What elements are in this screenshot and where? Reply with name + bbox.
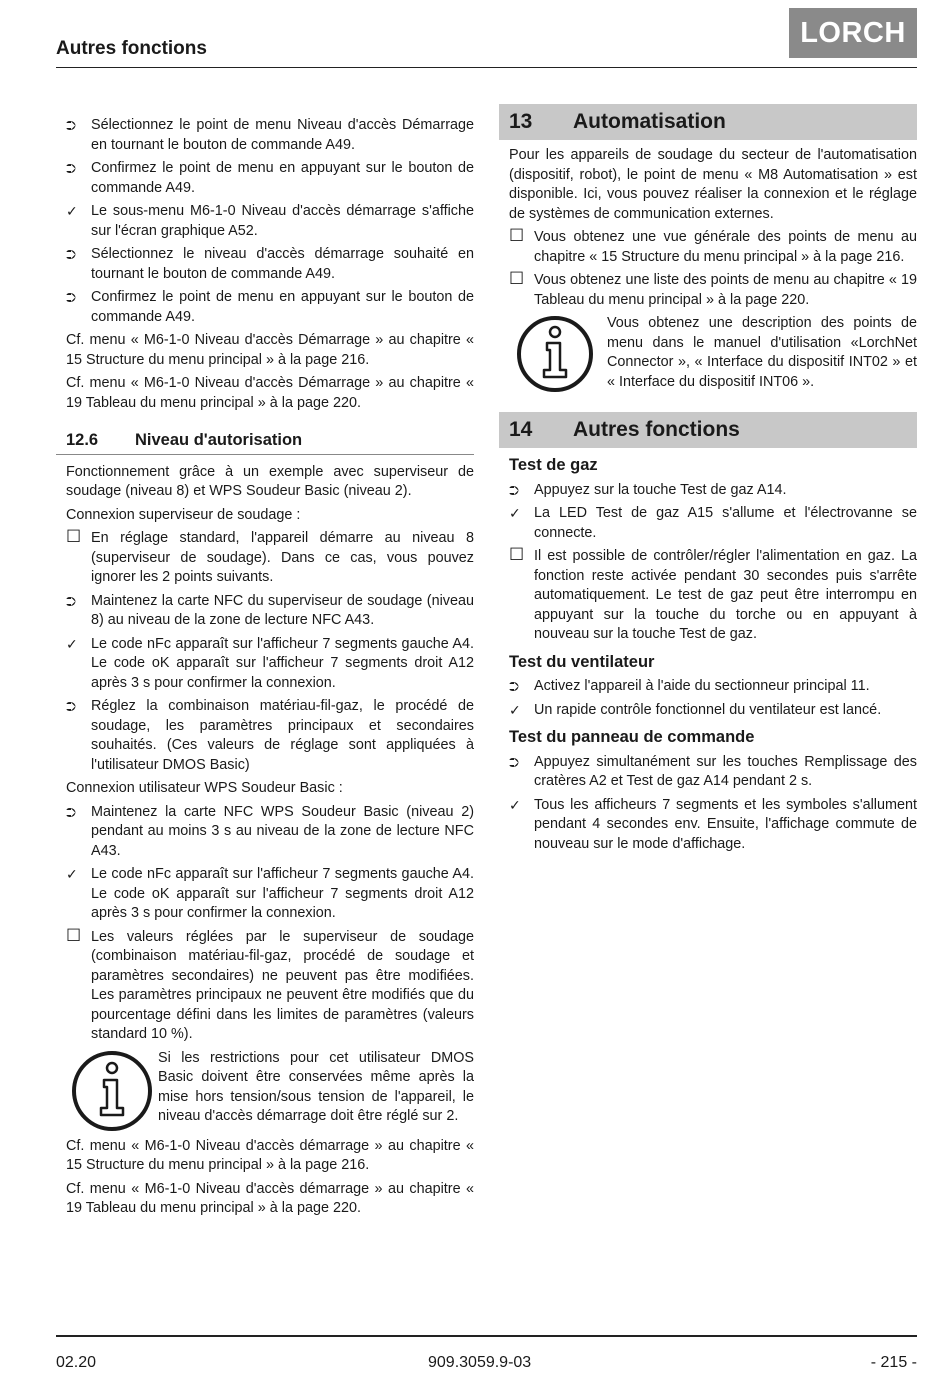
footer-page-number: - 215 - — [870, 1354, 917, 1371]
list-item-text: Le code nFc apparaît sur l'afficheur 7 segments gauche A4. Le code oK apparaît sur l'afficheur 7 segments droit A12 après 3 s pour confirmer la connexion. — [91, 635, 474, 691]
footer-date: 02.20 — [56, 1354, 97, 1371]
section-12-6-heading — [56, 431, 474, 455]
info-icon — [509, 314, 607, 394]
list-item-text: Sélectionnez le niveau d'accès démarrage souhaité en tournant le bouton de commande A49. — [91, 246, 474, 282]
section-14-heading — [499, 412, 917, 448]
arrow-bullet-icon: ⮊ — [509, 679, 519, 694]
list-item — [66, 245, 474, 284]
list-item-text: Sélectionnez le point de menu Niveau d'accès Démarrage en tournant le bouton de commande A49. — [91, 117, 474, 153]
checkbox-bullet-icon: ☐ — [509, 545, 525, 564]
arrow-bullet-icon: ⮊ — [509, 754, 519, 770]
check-bullet-icon: ✓ — [509, 796, 521, 813]
list-item-text: Les valeurs réglées par le superviseur de soudage (combinaison matériau-fil-gaz, procédé de soudage et paramètres secondaires) ne peuvent pas être modifiées. Les paramètres principaux ne peuvent être modifiés que du pourcentage défini dans les limites de paramètres (valeurs standard 10 %). — [91, 928, 474, 1042]
section-number: 13 — [509, 110, 533, 134]
arrow-bullet-icon: ⮊ — [66, 804, 76, 820]
arrow-bullet-icon: ⮊ — [509, 482, 519, 498]
check-bullet-icon: ✓ — [509, 701, 521, 718]
cross-reference: Cf. menu « M6-1-0 Niveau d'accès démarrage » au chapitre « 15 Structure du menu principal » à la page 216. — [66, 1137, 474, 1173]
left-list-2 — [66, 529, 474, 775]
checkbox-bullet-icon: ☐ — [66, 925, 82, 945]
arrow-bullet-icon: ⮊ — [66, 118, 76, 133]
list-item-text: Maintenez la carte NFC du superviseur de soudage (niveau 8) au niveau de la zone de lecture NFC A43. — [91, 592, 474, 628]
note-text: Si les restrictions pour cet utilisateur DMOS Basic doivent être conservées même après la mise hors tension/sous tension de l'appareil, le niveau d'accès démarrage doit être réglé sur 2. — [158, 1049, 474, 1124]
list-item — [66, 925, 474, 1045]
list-item — [509, 271, 917, 310]
info-icon — [66, 1049, 158, 1133]
list-item — [66, 202, 474, 241]
list-item — [509, 228, 917, 267]
list-item — [66, 865, 474, 924]
arrow-bullet-icon: ⮊ — [66, 699, 76, 714]
right-column — [499, 104, 917, 858]
footer-rule — [56, 1335, 917, 1337]
list-item — [66, 697, 474, 775]
list-item-text: Un rapide contrôle fonctionnel du ventilateur est lancé. — [534, 701, 882, 718]
note-text: Vous obtenez une description des points de menu dans le manuel d'utilisation «LorchNet Connector », « Interface du dispositif INT02 » et « Interface du dispositif INT06 ». — [607, 315, 917, 390]
list-item — [509, 796, 917, 855]
section-title: Autres fonctions — [573, 418, 740, 442]
gas-test-heading: Test de gaz — [509, 456, 598, 474]
section-number: 14 — [509, 418, 533, 442]
list-item-text: Vous obtenez une liste des points de menu au chapitre « 19 Tableau du menu principal » à la page 220. — [534, 272, 917, 308]
checkbox-bullet-icon: ☐ — [66, 527, 82, 546]
list-item — [66, 592, 474, 631]
connection-label: Connexion utilisateur WPS Soudeur Basic : — [66, 780, 343, 796]
list-item — [509, 677, 917, 697]
fan-test-list — [509, 677, 917, 720]
fan-test-heading: Test du ventilateur — [509, 652, 655, 671]
info-note — [509, 314, 917, 394]
gas-test-list — [509, 481, 917, 645]
list-item-text: Tous les afficheurs 7 segments et les symboles s'allument pendant 4 secondes env. Ensuite, l'affichage commute de nouveau sur le mode d'affichage. — [534, 796, 917, 852]
list-item-text: Appuyez simultanément sur les touches Remplissage des cratères A2 et Test de gaz A14 pendant 2 s. — [534, 753, 917, 789]
list-item-text: En réglage standard, l'appareil démarre au niveau 8 (superviseur de soudage). Dans ce cas, vous pouvez ignorer les 2 points suivants. — [91, 530, 474, 585]
list-item — [66, 288, 474, 327]
list-item-text: Réglez la combinaison matériau-fil-gaz, le procédé de soudage, les paramètres principaux et secondaires souhaités. (Ces valeurs de réglage sont appliquées à l'utilisateur DMOS Basic) — [91, 698, 474, 773]
list-item — [509, 481, 917, 501]
intro-paragraph: Fonctionnement grâce à un exemple avec superviseur de soudage (niveau 8) et WPS Soudeur Basic (niveau 2). — [66, 463, 474, 499]
list-item — [509, 701, 917, 721]
cross-reference: Cf. menu « M6-1-0 Niveau d'accès Démarrage » au chapitre « 19 Tableau du menu principal » à la page 220. — [66, 375, 474, 411]
section-number: 12.6 — [66, 431, 99, 449]
page-header-title: Autres fonctions — [56, 38, 207, 59]
list-item — [509, 547, 917, 645]
footer-doc-number: 909.3059.9-03 — [428, 1354, 532, 1371]
check-bullet-icon: ✓ — [66, 866, 78, 882]
left-column — [66, 116, 474, 1223]
section-13-body — [499, 146, 917, 394]
cross-reference: Cf. menu « M6-1-0 Niveau d'accès Démarrage » au chapitre « 15 Structure du menu principal » à la page 216. — [66, 332, 474, 368]
section-13-heading — [499, 104, 917, 140]
section-title: Niveau d'autorisation — [135, 431, 303, 449]
check-bullet-icon: ✓ — [66, 635, 78, 652]
list-item — [509, 753, 917, 792]
panel-test-heading: Test du panneau de commande — [509, 728, 755, 746]
list-item-text: Le code nFc apparaît sur l'afficheur 7 segments gauche A4. Le code oK apparaît sur l'afficheur 7 segments droit A12 après 3 s pour confirmer la connexion. — [91, 866, 474, 921]
checkbox-bullet-icon: ☐ — [509, 226, 525, 245]
list-item-text: Le sous-menu M6-1-0 Niveau d'accès démarrage s'affiche sur l'écran graphique A52. — [91, 203, 474, 239]
section-title: Automatisation — [573, 110, 726, 134]
arrow-bullet-icon: ⮊ — [66, 290, 76, 305]
check-bullet-icon: ✓ — [66, 203, 78, 219]
arrow-bullet-icon: ⮊ — [66, 247, 76, 262]
panel-test-list — [509, 753, 917, 855]
list-item — [66, 529, 474, 588]
list-item-text: Confirmez le point de menu en appuyant sur le bouton de commande A49. — [91, 160, 474, 196]
list-item-text: Vous obtenez une vue générale des points de menu au chapitre « 15 Structure du menu principal » à la page 216. — [534, 229, 917, 265]
list-item-text: Maintenez la carte NFC WPS Soudeur Basic (niveau 2) pendant au moins 3 s au niveau de la zone de lecture NFC A43. — [91, 803, 474, 859]
header-rule — [56, 67, 917, 68]
left-list-1 — [66, 116, 474, 327]
section-14-body — [499, 456, 917, 854]
list-item — [66, 116, 474, 155]
list-item — [66, 159, 474, 198]
list-item — [66, 635, 474, 694]
lorch-logo: LORCH — [789, 8, 917, 58]
info-note — [66, 1049, 474, 1133]
list-item-text: Activez l'appareil à l'aide du sectionneur principal 11. — [534, 678, 870, 694]
left-list-3 — [66, 803, 474, 1045]
automation-intro: Pour les appareils de soudage du secteur de l'automatisation (dispositif, robot), le point de menu « M8 Automatisation » est disponible. Ici, vous pouvez réaliser la connexion et le réglage de systèmes de communication externes. — [509, 147, 917, 222]
arrow-bullet-icon: ⮊ — [66, 161, 76, 176]
list-item-text: Il est possible de contrôler/régler l'alimentation en gaz. La fonction reste activée pendant 30 secondes puis s'arrête automatiquement. Le test de gaz peut être interrompu en appuyant sur la touche du torche ou en appuyant à nouveau sur la touche Test de gaz. — [534, 548, 917, 642]
arrow-bullet-icon: ⮊ — [66, 593, 76, 609]
connection-label: Connexion superviseur de soudage : — [66, 506, 301, 523]
list-item-text: Appuyez sur la touche Test de gaz A14. — [534, 481, 787, 498]
check-bullet-icon: ✓ — [509, 505, 521, 521]
list-item-text: La LED Test de gaz A15 s'allume et l'électrovanne se connecte. — [534, 505, 917, 541]
cross-reference: Cf. menu « M6-1-0 Niveau d'accès démarrage » au chapitre « 19 Tableau du menu principal » à la page 220. — [66, 1180, 474, 1216]
list-item — [509, 504, 917, 543]
list-item-text: Confirmez le point de menu en appuyant sur le bouton de commande A49. — [91, 289, 474, 325]
automation-list — [509, 228, 917, 310]
checkbox-bullet-icon: ☐ — [509, 269, 525, 288]
list-item — [66, 803, 474, 862]
